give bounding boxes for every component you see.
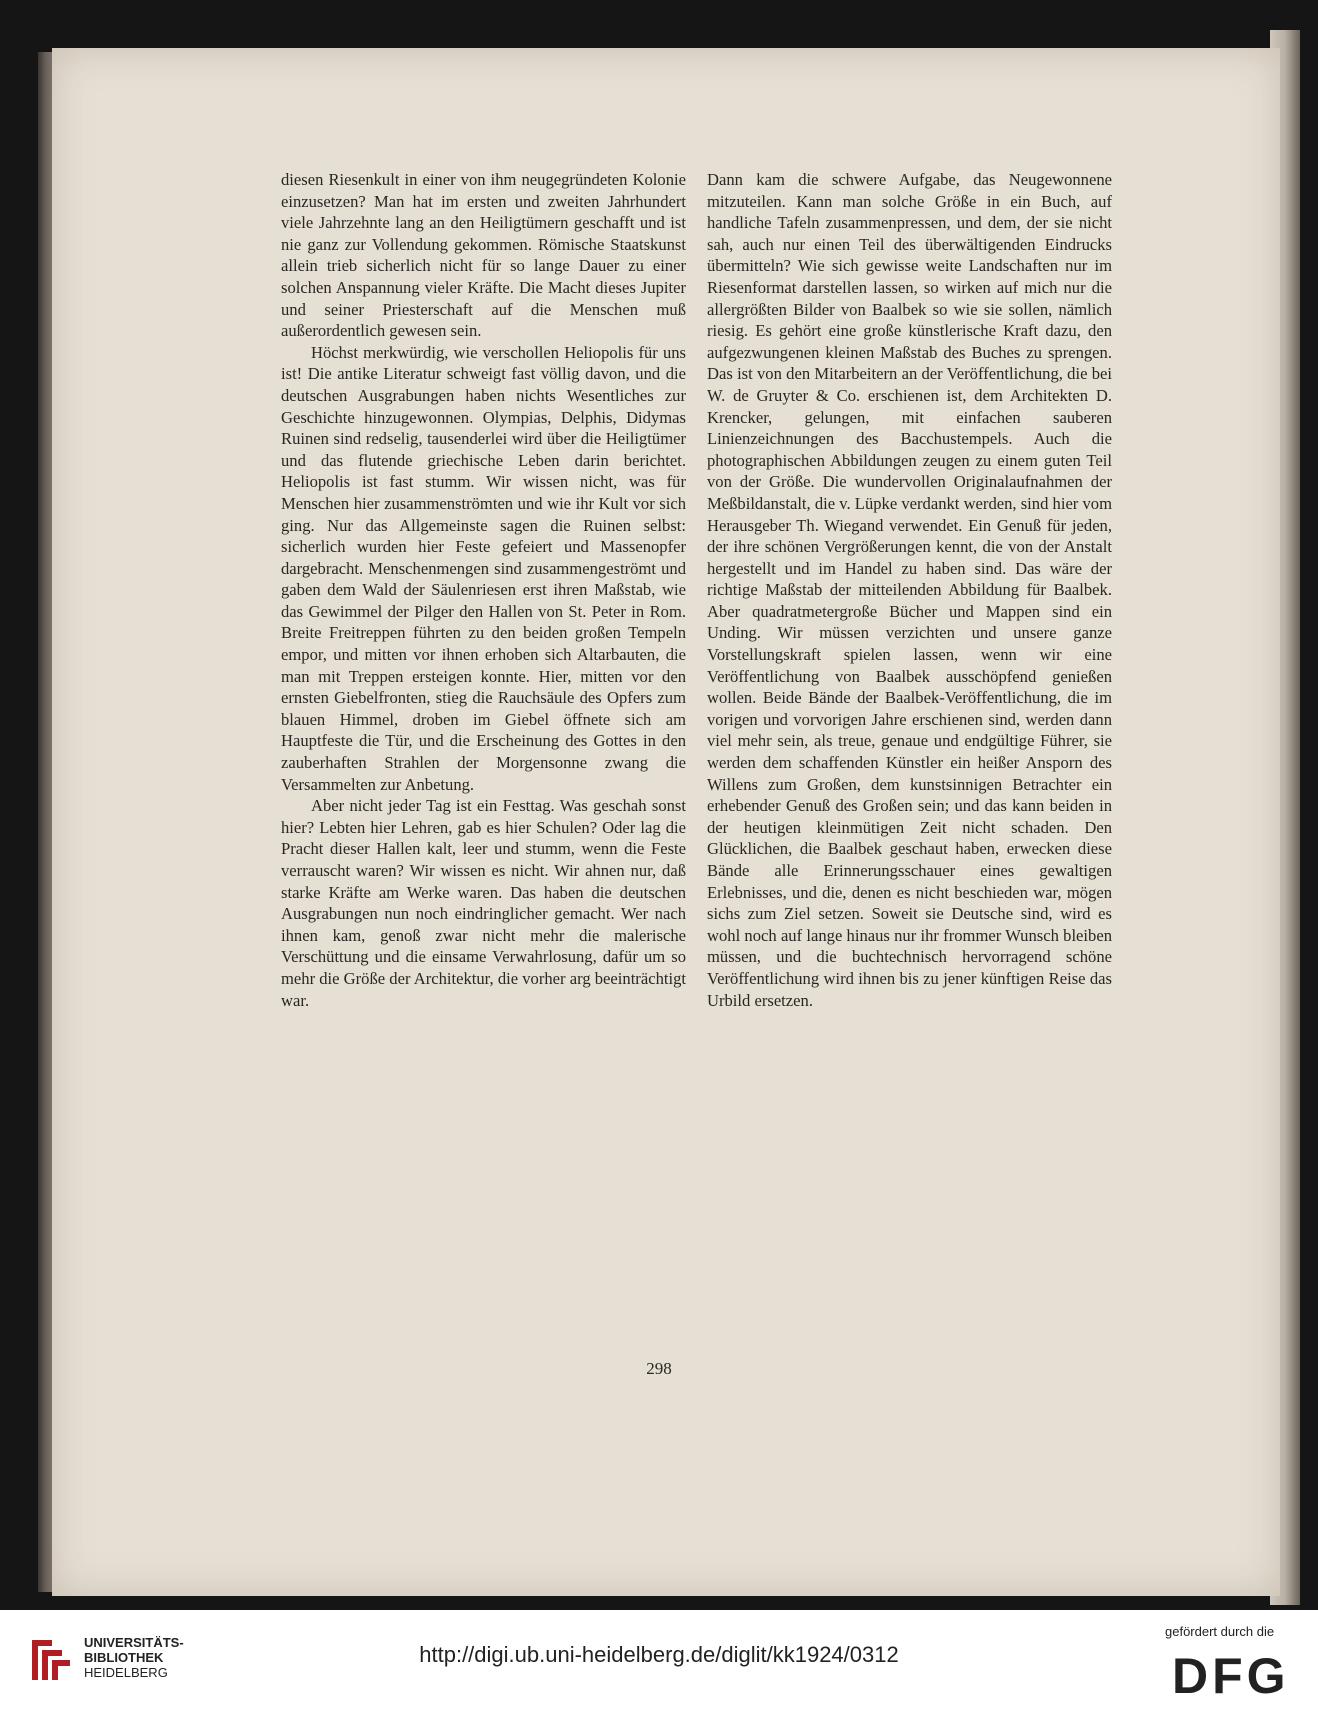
footer-bar <box>0 1610 1318 1712</box>
library-name-line: HEIDELBERG <box>84 1665 168 1680</box>
library-name-line: BIBLIOTHEK <box>84 1650 164 1665</box>
left-text-column <box>281 169 686 1011</box>
dfg-logo: DFG <box>1172 1648 1290 1704</box>
sponsor-text: gefördert durch die <box>1165 1624 1275 1639</box>
page-number: 298 <box>646 1359 672 1378</box>
document-url[interactable]: http://digi.ub.uni-heidelberg.de/diglit/kk1924/0312 <box>419 1642 899 1667</box>
right-text-column <box>707 169 1112 1011</box>
paragraph: diesen Riesenkult in einer von ihm neugegründeten Kolonie einzusetzen? Man hat im ersten und zweiten Jahrhundert viele Jahrzehnte lang an den Heiligtümern geschafft und ist nie ganz zur Vollendung gekommen. Römische Staatskunst allein trieb sicherlich nicht für so lange Dauer zu einer solchen Anspannung vieler Kräfte. Die Macht dieses Jupiter und seiner Priesterschaft auf die Menschen muß außerordentlich gewesen sein. <box>281 170 686 341</box>
paragraph: Aber nicht jeder Tag ist ein Festtag. Was geschah sonst hier? Lebten hier Lehren, gab es hier Schulen? Oder lag die Pracht dieser Hallen kalt, leer und stumm, wenn die Feste verrauscht waren? Wir wissen es nicht. Wir ahnen nur, daß starke Kräfte am Werke waren. Das haben die deutschen Ausgrabungen nun noch eindringlicher gemacht. Wer nach ihnen kam, genoß zwar nicht mehr die malerische Verschüttung und die einsame Verwahrlosung, dafür um so mehr die Größe der Architektur, die vorher arg beeinträchtigt war. <box>281 796 686 1010</box>
paragraph: Höchst merkwürdig, wie verschollen Heliopolis für uns ist! Die antike Literatur schweigt fast völlig davon, und die deutschen Ausgrabungen haben nichts Wesentliches zur Geschichte hinzugewonnen. Olympias, Delphis, Didymas Ruinen sind redselig, tausenderlei wird über die Heiligtümer und das flutende griechische Leben darin berichtet. Heliopolis ist fast stumm. Wir wissen nicht, was für Menschen hier zusammenströmten und wie ihr Kult vor sich ging. Nur das Allgemeinste sagen die Ruinen selbst: sicherlich wurden hier Feste gefeiert und Massenopfer dargebracht. Menschenmengen sind zusammengeströmt und gaben dem Wald der Säulenriesen erst ihren Maßstab, wie das Gewimmel der Pilger den Hallen von St. Peter in Rom. Breite Freitreppen führten zu den beiden großen Tempeln empor, und mitten vor ihnen erhoben sich Altarbauten, die man mit Treppen ersteigen konnte. Hier, mitten vor den ernsten Giebelfronten, stieg die Rauchsäule des Opfers zum blauen Himmel, droben im Giebel öffnete sich am Hauptfeste die Tür, und die Erscheinung des Gottes in den zauberhaften Strahlen der Morgensonne zwang die Versammelten zur Anbetung. <box>281 342 686 794</box>
paragraph: Dann kam die schwere Aufgabe, das Neugewonnene mitzuteilen. Kann man solche Größe in ein Buch, auf handliche Tafeln zusammenpressen, und dem, der sie nicht sah, auch nur einen Teil des überwältigenden Eindrucks übermitteln? Wie sich gewisse weite Landschaften nur im Riesenformat darstellen lassen, so wirken auf mich nur die allergrößten Bilder von Baalbek so wie sie sollen, nämlich riesig. Es gehört eine große künstlerische Kraft dazu, den aufgezwungenen kleinen Maßstab des Buches zu sprengen. Das ist von den Mitarbeitern an der Veröffentlichung, die bei W. de Gruyter & Co. erschienen ist, dem Architekten D. Krencker, gelungen, mit einfachen sauberen Linienzeichnungen des Bacchustempels. Auch die photographischen Abbildungen zeugen zu einem guten Teil von der Größe. Die wundervollen Originalaufnahmen der Meßbildanstalt, die v. Lüpke verdankt werden, sind hier vom Herausgeber Th. Wiegand verwendet. Ein Genuß für jeden, der ihre schönen Vergrößerungen kennt, die von der Anstalt hergestellt und im Handel zu haben sind. Das wäre der richtige Maßstab der mitteilenden Abbildung für Baalbek. Aber quadratmetergroße Bücher und Mappen sind ein Unding. Wir müssen verzichten und unsere ganze Vorstellungskraft spielen lassen, wenn wir eine Veröffentlichung von Baalbek ausschöpfend genießen wollen. Beide Bände der Baalbek-Veröffentlichung, die im vorigen und vorvorigen Jahre erschienen sind, werden dann viel mehr sein, als treue, genaue und endgültige Führer, sie werden dem schaffenden Künstler ein heißer Ansporn des Willens zum Großen, dem kunstsinnigen Betrachter ein erhebender Genuß des Großen sein; und das kann beiden in der heutigen kleinmütigen Zeit nicht schaden. Den Glücklichen, die Baalbek geschaut haben, erwecken diese Bände alle Erinnerungsschauer eines gewaltigen Erlebnisses, und die, denen es nicht beschieden war, mögen sichs zum Ziel setzen. Soweit sie Deutsche sind, wird es wohl noch auf lange hinaus nur ihr frommer Wunsch bleiben müssen, und die buchtechnisch hervorragend schöne Veröffentlichung wird ihnen bis zu jener künftigen Reise das Urbild ersetzen. <box>707 170 1112 1010</box>
library-name-line: UNIVERSITÄTS- <box>84 1635 184 1650</box>
